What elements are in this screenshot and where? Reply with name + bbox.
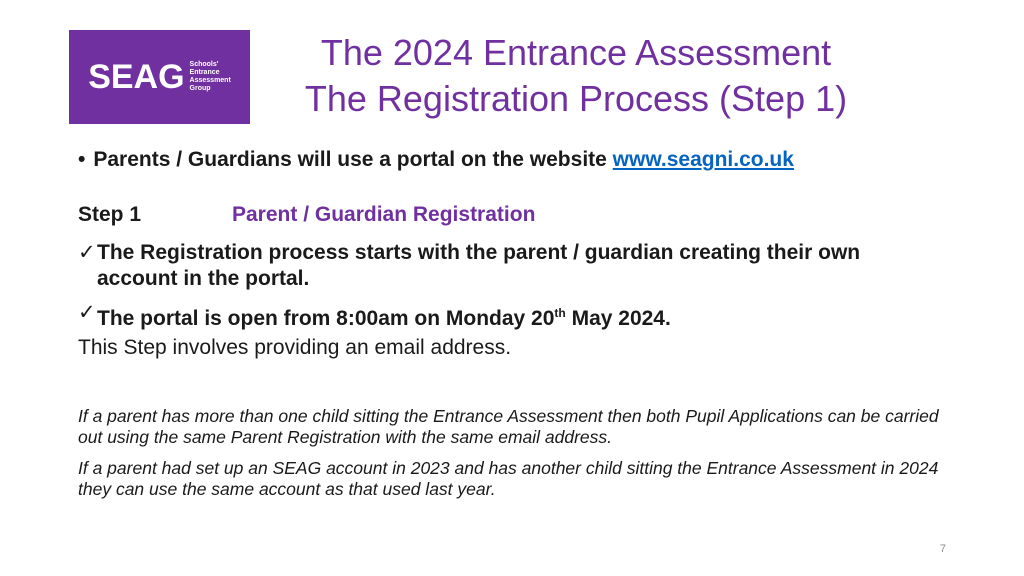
checkmark-icon: ✓ [78, 301, 96, 324]
step-heading: Parent / Guardian Registration [232, 203, 536, 226]
check-item-registration [78, 240, 937, 292]
portal-open-text: The portal is open from 8:00am on Monday 20 [97, 307, 555, 330]
checkmark-icon: ✓ [78, 241, 96, 264]
logo-sub-line: Group [189, 85, 211, 92]
title-line-1: The 2024 Entrance Assessment [320, 32, 832, 73]
slide-title [256, 30, 896, 122]
check-item-text: The Registration process starts with the parent / guardian creating their own account in the portal. [97, 241, 861, 290]
check-item-portal-open [78, 300, 937, 332]
bullet-marker: • [78, 148, 86, 171]
bullet-text: Parents / Guardians will use a portal on the website [93, 148, 613, 171]
title-line-2: The Registration Process (Step 1) [304, 78, 848, 119]
portal-open-date: May 2024. [565, 307, 671, 330]
logo-sub-line: Schools' [189, 61, 219, 68]
page-number: 7 [939, 543, 946, 555]
logo-wordmark: SEAG [88, 58, 185, 96]
email-step-text: This Step involves providing an email address. [78, 336, 512, 359]
logo-sub-line: Entrance [189, 69, 220, 76]
ordinal-suffix: th [554, 306, 566, 320]
logo-sub-line: Assessment [189, 77, 231, 84]
seag-logo [69, 30, 250, 124]
logo-subtitle [190, 61, 231, 93]
portal-bullet [78, 148, 794, 172]
step-row [78, 203, 536, 227]
step-label: Step 1 [78, 203, 142, 226]
note-multiple-children: If a parent has more than one child sitting the Entrance Assessment then both Pupil Applications can be carried out using the same Parent Registration with the same email address. [78, 406, 939, 447]
note-existing-account: If a parent had set up an SEAG account in 2023 and has another child sitting the Entrance Assessment in 2024 they can use the same account as that used last year. [78, 458, 939, 499]
website-link[interactable]: www.seagni.co.uk [612, 148, 794, 171]
check-item-text [78, 300, 937, 332]
